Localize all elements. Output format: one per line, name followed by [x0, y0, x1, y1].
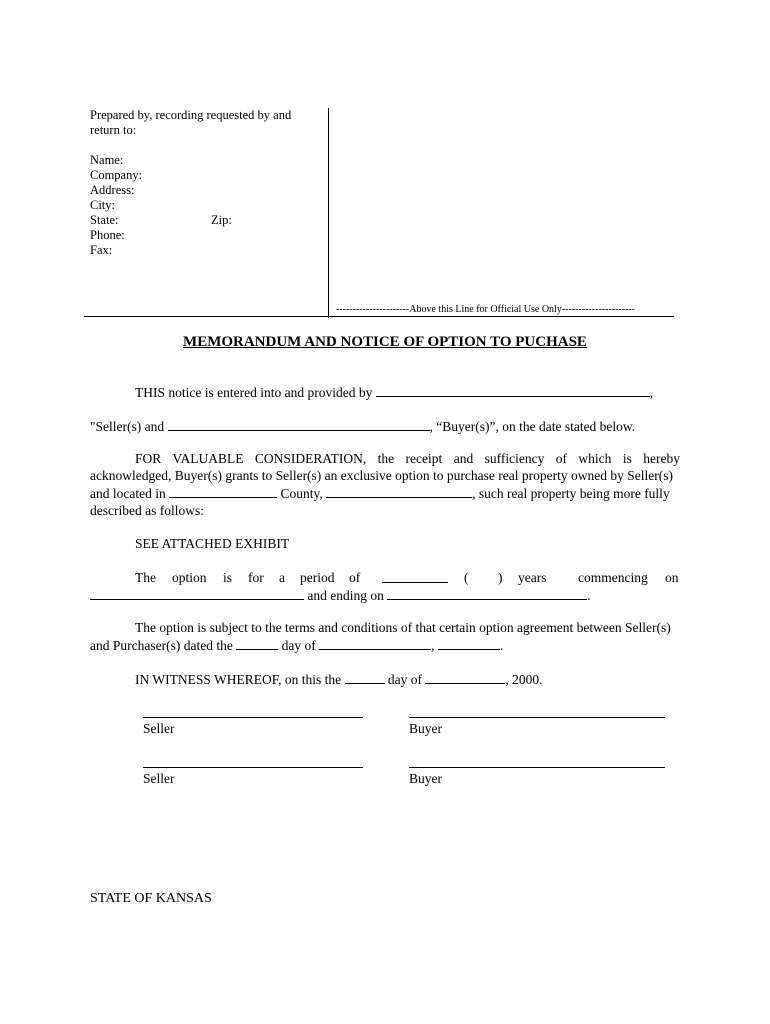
fax-field-label: Fax:	[90, 243, 113, 257]
agreement-period: .	[499, 638, 504, 653]
recording-info-block	[90, 108, 320, 258]
exhibit-reference: SEE ATTACHED EXHIBIT	[135, 536, 290, 551]
terms-line2	[90, 636, 503, 654]
address-field-label: Address:	[90, 183, 135, 197]
notice-intro-line	[135, 383, 653, 401]
witness-line	[135, 670, 543, 688]
buyer-signature-line-1[interactable]	[409, 717, 665, 718]
phone-field-label: Phone:	[90, 228, 125, 242]
paren-close: )	[498, 570, 503, 585]
seller-name-blank[interactable]	[376, 383, 650, 397]
witness-day-of-text: day of	[387, 672, 423, 687]
city-field-label: City:	[90, 198, 116, 212]
ending-date-blank[interactable]	[387, 586, 587, 600]
notice-intro-text: THIS notice is entered into and provided by	[135, 385, 373, 400]
agreement-comma: ,	[431, 638, 435, 653]
terms-line1: The option is subject to the terms and conditions of that certain option agreement between Seller(s)	[135, 620, 671, 635]
buyer-suffix-text: , “Buyer(s)”, on the date stated below.	[429, 419, 636, 434]
seller-signature-line-1[interactable]	[143, 717, 363, 718]
property-described-text: , such real property being more fully	[472, 486, 670, 501]
period-line	[135, 569, 680, 586]
consideration-paragraph	[90, 450, 680, 519]
dated-the-text: and Purchaser(s) dated the	[90, 638, 233, 653]
buyer-label-1: Buyer	[409, 721, 442, 736]
seller-prefix-text: "Seller(s) and	[90, 419, 165, 434]
ending-period: .	[587, 588, 591, 603]
period-word-a: a	[279, 570, 285, 585]
agreement-day-of-text: day of	[281, 638, 316, 653]
period-number-blank[interactable]	[382, 569, 448, 583]
consideration-line4: described as follows:	[90, 503, 204, 518]
located-in-text: and located in	[90, 486, 166, 501]
ending-text: and ending on	[307, 588, 384, 603]
county-text: County,	[280, 486, 323, 501]
state-heading: STATE OF KANSAS	[90, 891, 212, 906]
consideration-line1: FOR VALUABLE CONSIDERATION, the receipt and sufficiency of which is hereby	[135, 451, 680, 466]
period-word-the: The	[135, 570, 156, 585]
agreement-month-blank[interactable]	[319, 636, 431, 650]
witness-month-blank[interactable]	[425, 670, 505, 684]
witness-text: IN WITNESS WHEREOF, on this the	[135, 672, 342, 687]
buyer-label-2: Buyer	[409, 771, 442, 786]
prepared-by-line2: return to:	[90, 123, 137, 137]
commencing-date-blank[interactable]	[90, 586, 304, 600]
zip-field-label: Zip:	[211, 213, 232, 227]
period-word-option: option	[172, 570, 207, 585]
seller-label-1: Seller	[143, 721, 175, 736]
period-word-for: for	[248, 570, 264, 585]
ending-line	[90, 586, 591, 604]
paren-open: (	[464, 570, 469, 585]
state-field-label: State:	[90, 213, 119, 227]
consideration-line3	[90, 484, 680, 502]
witness-day-blank[interactable]	[345, 670, 385, 684]
agreement-day-blank[interactable]	[236, 636, 278, 650]
seller-signature-line-2[interactable]	[143, 767, 363, 768]
on-text: on	[665, 570, 679, 585]
period-word-of: of	[349, 570, 361, 585]
header-vertical-divider	[328, 108, 329, 318]
company-field-label: Company:	[90, 168, 143, 182]
commencing-text: commencing	[578, 570, 648, 585]
period-word-period: period	[300, 570, 335, 585]
header-horizontal-divider	[84, 316, 674, 317]
witness-year-text: , 2000.	[505, 672, 543, 687]
period-word-is: is	[223, 570, 233, 585]
official-use-notice: ----------------------Above this Line for Official Use Only----------------------	[336, 304, 636, 315]
seller-label-2: Seller	[143, 771, 175, 786]
name-field-label: Name:	[90, 153, 124, 167]
consideration-line2: acknowledged, Buyer(s) grants to Seller(s) an exclusive option to purchase real property owned by Seller(s)	[90, 468, 673, 483]
notice-seller-buyer-line	[90, 417, 635, 435]
buyer-signature-line-2[interactable]	[409, 767, 665, 768]
notice-intro-comma: ,	[649, 385, 654, 400]
agreement-year-blank[interactable]	[438, 636, 500, 650]
years-text: years	[518, 570, 547, 585]
document-title: MEMORANDUM AND NOTICE OF OPTION TO PUCHASE	[183, 334, 587, 350]
prepared-by-line1: Prepared by, recording requested by and	[90, 108, 292, 122]
buyer-name-blank[interactable]	[168, 417, 430, 431]
state-location-blank[interactable]	[326, 484, 472, 498]
county-blank[interactable]	[169, 484, 277, 498]
